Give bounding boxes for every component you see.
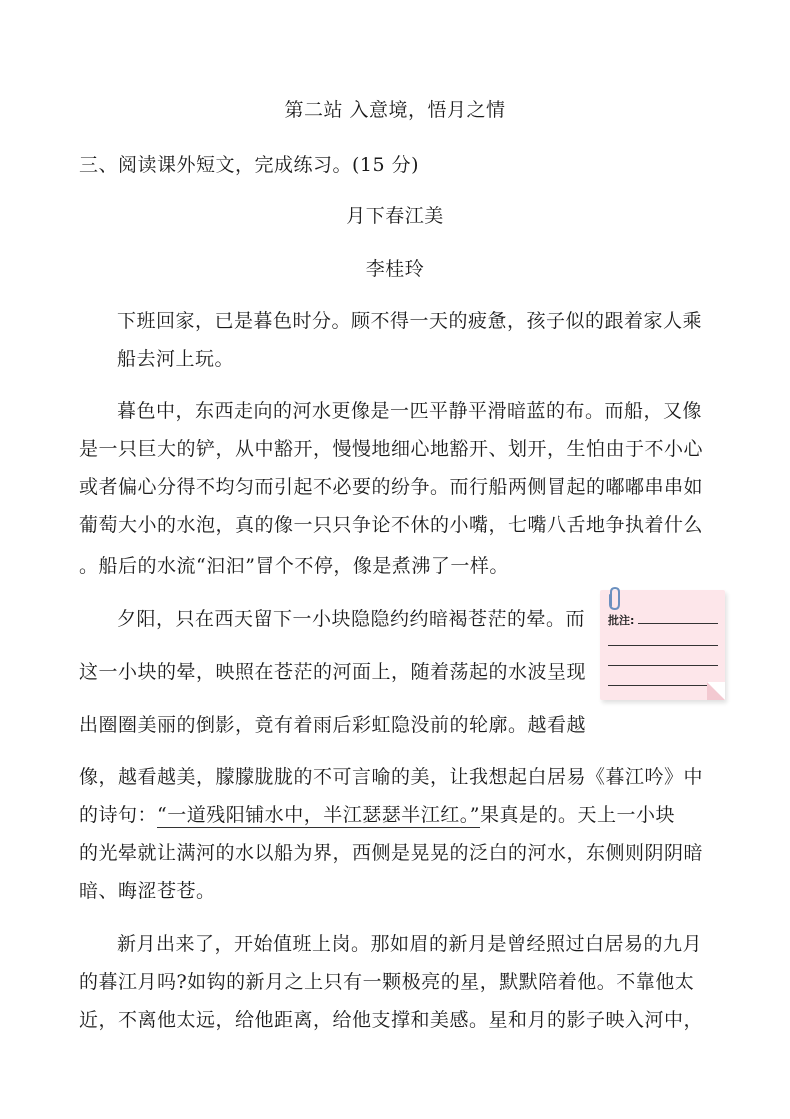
text-line-14: 暗、晦涩苍苍。: [79, 880, 216, 902]
annotation-label: 批注:: [608, 614, 635, 627]
text-line-2: 船去河上玩。: [117, 348, 235, 370]
annotation-note: [600, 590, 725, 700]
text-line-8: 夕阳，只在西天留下一小块隐隐约约暗褐苍茫的晕。而: [117, 608, 586, 630]
text-line-16: 的暮江月吗?如钩的新月之上只有一颗极亮的星，默默陪着他。不靠他太: [79, 971, 695, 993]
text-line-15: 新月出来了，开始值班上岗。那如眉的新月是曾经照过白居易的九月: [117, 933, 703, 955]
text-line-12-end: 果真是的。天上一小块: [479, 804, 675, 826]
article-author: 李桂玲: [365, 258, 425, 280]
text-line-13: 的光晕就让满河的水以船为界，西侧是晃晃的泛白的河水，东侧则阴阴暗: [79, 842, 704, 864]
text-line-5: 或者偏心分得不均匀而引起不必要的纷争。而行船两侧冒起的嘟嘟串串如: [79, 476, 704, 498]
text-line-17: 近，不离他太远，给他距离，给他支撑和美感。星和月的影子映入河中，: [79, 1009, 704, 1031]
question-heading: 三、阅读课外短文，完成练习。(15 分): [79, 154, 420, 176]
article-title: 月下春江美: [346, 205, 444, 227]
section-title: 第二站 入意境，悟月之情: [284, 99, 506, 121]
text-line-3: 暮色中，东西走向的河水更像是一匹平静平滑暗蓝的布。而船，又像: [117, 400, 703, 422]
text-line-4: 是一只巨大的铲，从中豁开，慢慢地细心地豁开、划开，生怕由于不小心: [79, 438, 704, 460]
annotation-line-4[interactable]: [608, 685, 718, 686]
text-line-1: 下班回家，已是暮色时分。顾不得一天的疲惫，孩子似的跟着家人乘: [117, 310, 703, 332]
text-line-12: [79, 802, 675, 828]
text-line-7: 。船后的水流“汩汩”冒个不停，像是煮沸了一样。: [79, 555, 509, 577]
annotation-line-1[interactable]: [638, 623, 718, 624]
text-line-6: 葡萄大小的水泡，真的像一只只争论不休的小嘴，七嘴八舌地争执着什么: [79, 514, 704, 536]
poem-quote: “一道残阳铺水中，半江瑟瑟半江红。”: [157, 804, 480, 826]
annotation-line-3[interactable]: [608, 665, 718, 666]
note-fold-corner: [707, 682, 725, 700]
annotation-line-2[interactable]: [608, 645, 718, 646]
text-line-9: 这一小块的晕，映照在苍茫的河面上，随着荡起的水波呈现: [79, 661, 587, 683]
text-line-12-start: 的诗句：: [79, 804, 158, 826]
text-line-10: 出圈圈美丽的倒影，竟有着雨后彩虹隐没前的轮廓。越看越: [79, 714, 587, 736]
text-line-11: 像，越看越美，朦朦胧胧的不可言喻的美，让我想起白居易《暮江吟》中: [79, 766, 704, 788]
